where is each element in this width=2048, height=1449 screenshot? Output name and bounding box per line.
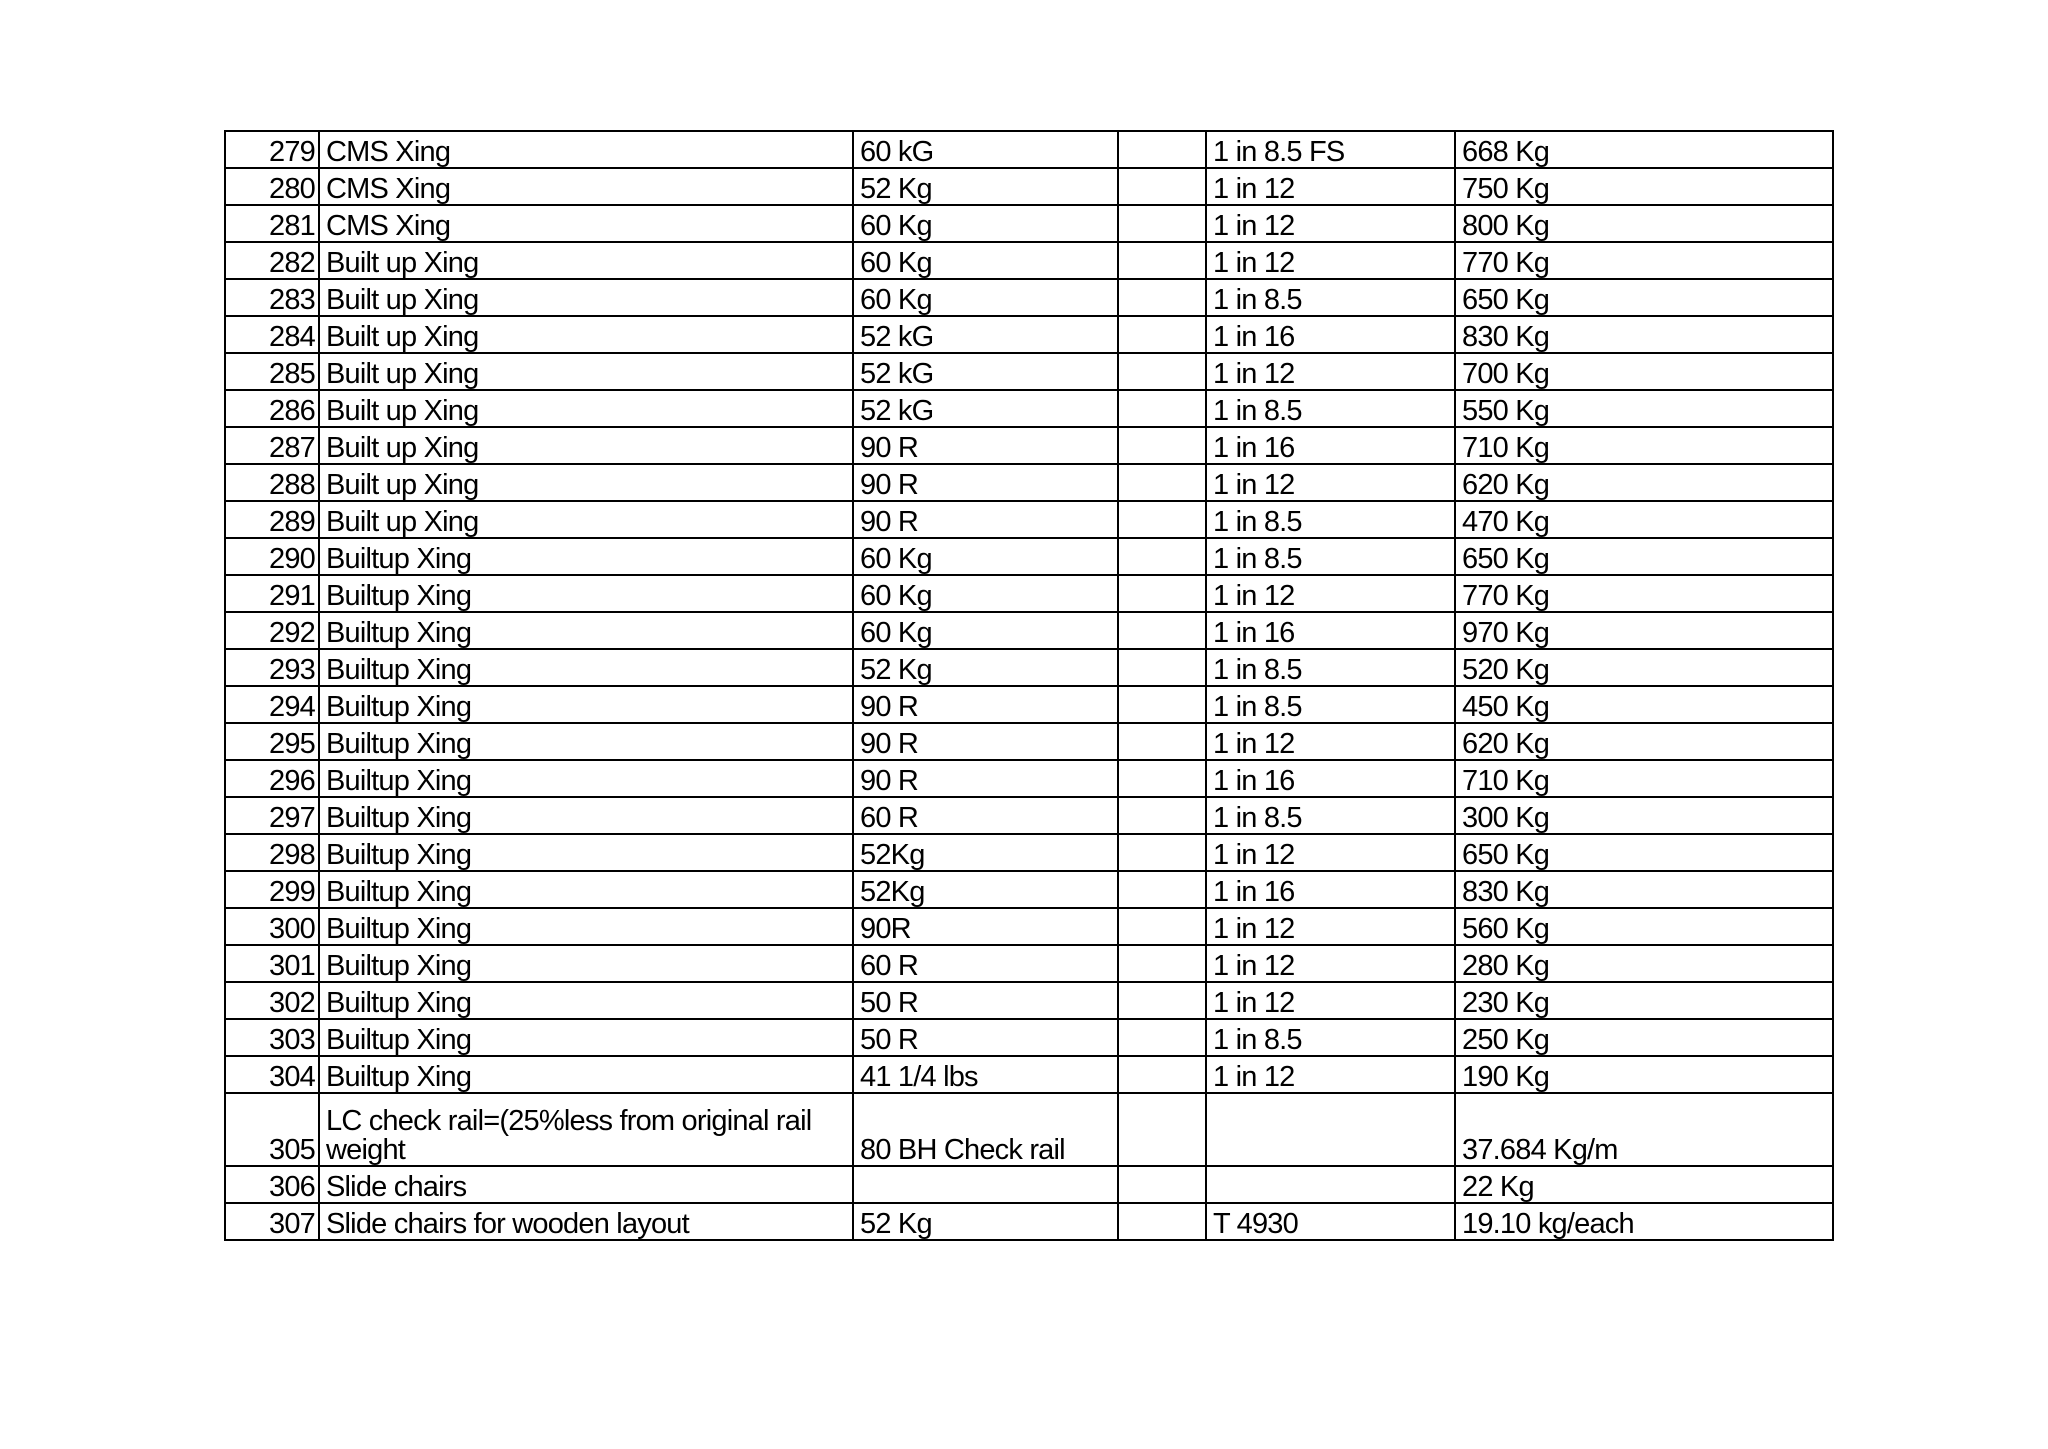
row-number-cell: 285	[225, 353, 319, 390]
row-number-cell: 304	[225, 1056, 319, 1093]
weight-cell: 470 Kg	[1455, 501, 1833, 538]
rail-section-cell: 52Kg	[853, 834, 1118, 871]
item-name-cell: Built up Xing	[319, 390, 853, 427]
table-row	[225, 649, 1833, 686]
row-number-cell: 305	[225, 1093, 319, 1166]
rail-section-cell: 52 kG	[853, 316, 1118, 353]
crossing-angle-cell: 1 in 8.5	[1206, 501, 1455, 538]
table-row	[225, 316, 1833, 353]
empty-cell	[1118, 945, 1206, 982]
rail-section-cell: 52 Kg	[853, 1203, 1118, 1240]
table-row	[225, 1203, 1833, 1240]
crossing-angle-cell: 1 in 12	[1206, 353, 1455, 390]
item-name-cell: Builtup Xing	[319, 575, 853, 612]
table-row	[225, 871, 1833, 908]
table-row	[225, 131, 1833, 168]
table-row	[225, 760, 1833, 797]
row-number-cell: 301	[225, 945, 319, 982]
empty-cell	[1118, 205, 1206, 242]
item-name-cell: Builtup Xing	[319, 723, 853, 760]
weight-cell: 560 Kg	[1455, 908, 1833, 945]
row-number-cell: 296	[225, 760, 319, 797]
table-row	[225, 279, 1833, 316]
weight-cell: 19.10 kg/each	[1455, 1203, 1833, 1240]
weight-cell: 830 Kg	[1455, 871, 1833, 908]
empty-cell	[1118, 353, 1206, 390]
rail-section-cell: 90 R	[853, 464, 1118, 501]
table-row	[225, 1093, 1833, 1166]
item-name-cell: Builtup Xing	[319, 982, 853, 1019]
item-name-cell: Builtup Xing	[319, 797, 853, 834]
item-name-cell: Builtup Xing	[319, 1056, 853, 1093]
row-number-cell: 307	[225, 1203, 319, 1240]
item-name-cell: Built up Xing	[319, 353, 853, 390]
crossing-angle-cell	[1206, 1093, 1455, 1166]
item-name-cell: CMS Xing	[319, 168, 853, 205]
rail-section-cell: 90 R	[853, 686, 1118, 723]
crossing-angle-cell: 1 in 16	[1206, 316, 1455, 353]
item-name-cell: Builtup Xing	[319, 871, 853, 908]
weight-cell: 710 Kg	[1455, 760, 1833, 797]
crossing-angle-cell: 1 in 8.5	[1206, 279, 1455, 316]
empty-cell	[1118, 612, 1206, 649]
rail-section-cell: 90 R	[853, 427, 1118, 464]
rail-section-cell: 60 Kg	[853, 205, 1118, 242]
rail-section-cell: 80 BH Check rail	[853, 1093, 1118, 1166]
row-number-cell: 297	[225, 797, 319, 834]
weight-cell: 22 Kg	[1455, 1166, 1833, 1203]
empty-cell	[1118, 908, 1206, 945]
empty-cell	[1118, 649, 1206, 686]
crossing-angle-cell: 1 in 8.5	[1206, 686, 1455, 723]
item-name-cell: Slide chairs	[319, 1166, 853, 1203]
crossing-angle-cell: 1 in 16	[1206, 760, 1455, 797]
weight-cell: 250 Kg	[1455, 1019, 1833, 1056]
weight-cell: 620 Kg	[1455, 464, 1833, 501]
empty-cell	[1118, 501, 1206, 538]
rail-section-cell: 90R	[853, 908, 1118, 945]
table-row	[225, 686, 1833, 723]
row-number-cell: 294	[225, 686, 319, 723]
table-row	[225, 723, 1833, 760]
item-name-cell: Builtup Xing	[319, 945, 853, 982]
item-name-cell: Builtup Xing	[319, 686, 853, 723]
empty-cell	[1118, 1093, 1206, 1166]
table-row	[225, 205, 1833, 242]
rail-section-cell: 52 Kg	[853, 168, 1118, 205]
rail-section-cell: 52 Kg	[853, 649, 1118, 686]
empty-cell	[1118, 538, 1206, 575]
item-name-cell: Built up Xing	[319, 501, 853, 538]
item-name-cell: CMS Xing	[319, 131, 853, 168]
crossing-angle-cell: 1 in 12	[1206, 464, 1455, 501]
table-row	[225, 1019, 1833, 1056]
row-number-cell: 282	[225, 242, 319, 279]
row-number-cell: 292	[225, 612, 319, 649]
crossing-angle-cell: 1 in 16	[1206, 871, 1455, 908]
crossing-angle-cell: 1 in 8.5 FS	[1206, 131, 1455, 168]
table-row	[225, 168, 1833, 205]
row-number-cell: 284	[225, 316, 319, 353]
rail-section-cell: 60 kG	[853, 131, 1118, 168]
crossing-angle-cell: 1 in 12	[1206, 242, 1455, 279]
empty-cell	[1118, 834, 1206, 871]
weight-cell: 520 Kg	[1455, 649, 1833, 686]
table-row	[225, 1166, 1833, 1203]
weight-cell: 668 Kg	[1455, 131, 1833, 168]
item-name-cell: Builtup Xing	[319, 538, 853, 575]
item-name-cell: Builtup Xing	[319, 649, 853, 686]
weight-cell: 770 Kg	[1455, 575, 1833, 612]
row-number-cell: 298	[225, 834, 319, 871]
data-table	[224, 130, 1834, 1241]
table-row	[225, 353, 1833, 390]
item-name-cell: Built up Xing	[319, 427, 853, 464]
table-row	[225, 242, 1833, 279]
rail-section-cell: 90 R	[853, 760, 1118, 797]
weight-cell: 280 Kg	[1455, 945, 1833, 982]
rail-section-cell: 90 R	[853, 723, 1118, 760]
rail-section-cell: 52Kg	[853, 871, 1118, 908]
row-number-cell: 295	[225, 723, 319, 760]
weight-cell: 450 Kg	[1455, 686, 1833, 723]
weight-cell: 650 Kg	[1455, 279, 1833, 316]
item-name-cell: Slide chairs for wooden layout	[319, 1203, 853, 1240]
row-number-cell: 279	[225, 131, 319, 168]
weight-cell: 700 Kg	[1455, 353, 1833, 390]
table-row	[225, 834, 1833, 871]
crossing-angle-cell: 1 in 12	[1206, 1056, 1455, 1093]
crossing-angle-cell: 1 in 8.5	[1206, 1019, 1455, 1056]
crossing-angle-cell: 1 in 8.5	[1206, 538, 1455, 575]
rail-section-cell: 60 Kg	[853, 575, 1118, 612]
crossing-angle-cell: 1 in 12	[1206, 945, 1455, 982]
table-row	[225, 797, 1833, 834]
crossing-angle-cell: 1 in 12	[1206, 205, 1455, 242]
rail-section-cell: 41 1/4 lbs	[853, 1056, 1118, 1093]
item-name-cell: Builtup Xing	[319, 1019, 853, 1056]
weight-cell: 230 Kg	[1455, 982, 1833, 1019]
rail-section-cell: 50 R	[853, 982, 1118, 1019]
crossing-angle-cell: 1 in 12	[1206, 575, 1455, 612]
row-number-cell: 280	[225, 168, 319, 205]
row-number-cell: 291	[225, 575, 319, 612]
item-name-cell: Builtup Xing	[319, 834, 853, 871]
weight-cell: 650 Kg	[1455, 538, 1833, 575]
weight-cell: 550 Kg	[1455, 390, 1833, 427]
table-row	[225, 427, 1833, 464]
empty-cell	[1118, 242, 1206, 279]
table-row	[225, 390, 1833, 427]
table-row	[225, 1056, 1833, 1093]
weight-cell: 710 Kg	[1455, 427, 1833, 464]
rail-section-cell: 50 R	[853, 1019, 1118, 1056]
item-name-cell: LC check rail=(25%less from original rail weight	[319, 1093, 853, 1166]
rail-section-cell: 60 Kg	[853, 612, 1118, 649]
crossing-angle-cell	[1206, 1166, 1455, 1203]
empty-cell	[1118, 686, 1206, 723]
weight-cell: 970 Kg	[1455, 612, 1833, 649]
crossing-angle-cell: 1 in 12	[1206, 982, 1455, 1019]
table-row	[225, 908, 1833, 945]
empty-cell	[1118, 1166, 1206, 1203]
row-number-cell: 281	[225, 205, 319, 242]
weight-cell: 770 Kg	[1455, 242, 1833, 279]
table-row	[225, 538, 1833, 575]
empty-cell	[1118, 982, 1206, 1019]
rail-section-cell	[853, 1166, 1118, 1203]
row-number-cell: 302	[225, 982, 319, 1019]
table-row	[225, 982, 1833, 1019]
weight-cell: 750 Kg	[1455, 168, 1833, 205]
weight-cell: 830 Kg	[1455, 316, 1833, 353]
empty-cell	[1118, 871, 1206, 908]
item-name-cell: Builtup Xing	[319, 760, 853, 797]
rail-section-cell: 60 Kg	[853, 538, 1118, 575]
table-row	[225, 464, 1833, 501]
rail-section-cell: 90 R	[853, 501, 1118, 538]
empty-cell	[1118, 316, 1206, 353]
row-number-cell: 287	[225, 427, 319, 464]
crossing-angle-cell: 1 in 8.5	[1206, 649, 1455, 686]
item-name-cell: Builtup Xing	[319, 612, 853, 649]
item-name-cell: CMS Xing	[319, 205, 853, 242]
table-body	[225, 131, 1833, 1240]
table-row	[225, 501, 1833, 538]
empty-cell	[1118, 760, 1206, 797]
row-number-cell: 303	[225, 1019, 319, 1056]
table-row	[225, 612, 1833, 649]
crossing-angle-cell: 1 in 12	[1206, 723, 1455, 760]
rail-section-cell: 60 Kg	[853, 279, 1118, 316]
empty-cell	[1118, 1203, 1206, 1240]
crossing-angle-cell: 1 in 8.5	[1206, 797, 1455, 834]
empty-cell	[1118, 131, 1206, 168]
rail-section-cell: 52 kG	[853, 390, 1118, 427]
empty-cell	[1118, 1056, 1206, 1093]
empty-cell	[1118, 797, 1206, 834]
empty-cell	[1118, 427, 1206, 464]
row-number-cell: 288	[225, 464, 319, 501]
row-number-cell: 286	[225, 390, 319, 427]
rail-section-cell: 52 kG	[853, 353, 1118, 390]
item-name-cell: Built up Xing	[319, 464, 853, 501]
weight-cell: 190 Kg	[1455, 1056, 1833, 1093]
item-name-cell: Built up Xing	[319, 279, 853, 316]
crossing-angle-cell: 1 in 8.5	[1206, 390, 1455, 427]
table-row	[225, 945, 1833, 982]
row-number-cell: 290	[225, 538, 319, 575]
crossing-angle-cell: 1 in 12	[1206, 908, 1455, 945]
crossing-angle-cell: 1 in 12	[1206, 168, 1455, 205]
row-number-cell: 299	[225, 871, 319, 908]
item-name-cell: Built up Xing	[319, 316, 853, 353]
rail-section-cell: 60 R	[853, 945, 1118, 982]
empty-cell	[1118, 279, 1206, 316]
weight-cell: 800 Kg	[1455, 205, 1833, 242]
empty-cell	[1118, 723, 1206, 760]
rail-section-cell: 60 Kg	[853, 242, 1118, 279]
row-number-cell: 293	[225, 649, 319, 686]
item-name-cell: Built up Xing	[319, 242, 853, 279]
empty-cell	[1118, 575, 1206, 612]
item-name-cell: Builtup Xing	[319, 908, 853, 945]
crossing-angle-cell: 1 in 12	[1206, 834, 1455, 871]
empty-cell	[1118, 168, 1206, 205]
row-number-cell: 300	[225, 908, 319, 945]
weight-cell: 37.684 Kg/m	[1455, 1093, 1833, 1166]
weight-cell: 300 Kg	[1455, 797, 1833, 834]
empty-cell	[1118, 390, 1206, 427]
empty-cell	[1118, 1019, 1206, 1056]
empty-cell	[1118, 464, 1206, 501]
row-number-cell: 306	[225, 1166, 319, 1203]
row-number-cell: 289	[225, 501, 319, 538]
row-number-cell: 283	[225, 279, 319, 316]
rail-section-cell: 60 R	[853, 797, 1118, 834]
crossing-angle-cell: 1 in 16	[1206, 427, 1455, 464]
weight-cell: 650 Kg	[1455, 834, 1833, 871]
crossing-angle-cell: T 4930	[1206, 1203, 1455, 1240]
weight-cell: 620 Kg	[1455, 723, 1833, 760]
crossing-angle-cell: 1 in 16	[1206, 612, 1455, 649]
table-row	[225, 575, 1833, 612]
